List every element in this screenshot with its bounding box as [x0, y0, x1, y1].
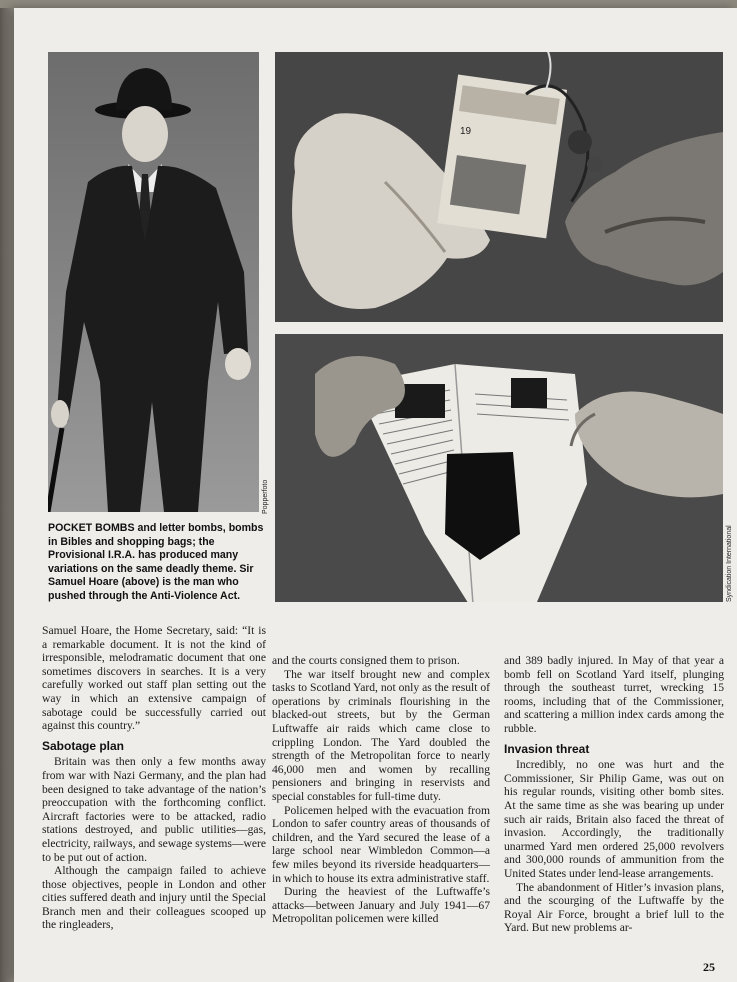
section-heading-sabotage: Sabotage plan [42, 738, 125, 753]
photo-credit-popperfoto: Popperfoto [262, 479, 269, 514]
paragraph: Incredibly, no one was hurt and the Commissioner, Sir Philip Game, was out on his regular rounds, visiting other bomb sites. At the same time as she was bearing up under such air raids, Britain also faced the threat of invasion. Accordingly, the traditionally unarmed Yard men ordered 25,000 revolvers and 300,000 rounds of ammunition from the United States under lend-lease arrangements. [504, 758, 724, 880]
magazine-page [14, 8, 737, 982]
paragraph: Policemen helped with the evacuation from London to safer country areas of thousands of children, and the Yard secured the lease of a large school near Wimbledon Common—a few miles beyond its riverside headquarters—in which to house its extra administrative staff. [272, 803, 490, 885]
bomb-label-number: 19 [460, 126, 472, 137]
article-column-3 [504, 654, 724, 935]
hoare-photo [48, 52, 259, 512]
paragraph: and 389 badly injured. In May of that year a bomb fell on Scotland Yard itself, plunging through the southeast turret, wrecking 15 rooms, including that of the Commissioner, and scattering a million index cards among the rubble. [504, 654, 724, 735]
paragraph: The war itself brought new and complex tasks to Scotland Yard, not only as the result of operations by criminals flourishing in the blacked-out streets, but by the German Luftwaffe air raids which came close to crippling London. The Yard doubled the strength of the Metropolitan force to nearly 46,000 men and women by recalling pensioners and bringing in reservists and special constables for full-time duty. [272, 667, 491, 803]
paragraph: and the courts consigned them to prison. [272, 654, 460, 667]
paragraph: During the heaviest of the Luftwaffe’s attacks—between January and July 1941—67 Metropolitan policemen were killed [272, 885, 490, 926]
intro-paragraph: Samuel Hoare, the Home Secretary, said: “It is a remarkable document. It is not the kind of irresponsible, melodramatic document that one sometimes discovers in searches. It is a very carefully worked out staff plan setting out the way in which an extensive campaign of sabotage could be successfully carried out against this country.” [42, 624, 266, 733]
paragraph: Although the campaign failed to achieve those objectives, people in London and other cities suffered death and injury until the Special Branch men and their colleagues scooped up the ringleaders, [42, 864, 266, 932]
pocket-bomb-photo [275, 52, 723, 322]
article-column-1 [42, 624, 266, 932]
page-number: 25 [703, 960, 715, 974]
paragraph: The abandonment of Hitler’s invasion plans, and the scourging of the Luftwaffe by the Royal Air Force, brought a brief lull to the Yard. But new problems ar- [504, 880, 724, 935]
photo-caption: POCKET BOMBS and letter bombs, bombs in Bibles and shopping bags; the Provisional I.R.A. has produced many variations on the same deadly theme. Sir Samuel Hoare (above) is the man who pushed through the Anti-Violence Act. [48, 522, 264, 602]
section-heading-invasion: Invasion threat [504, 741, 590, 756]
bible-bomb-photo [275, 334, 723, 602]
paragraph: Britain was then only a few months away from war with Nazi Germany, and the plan had been designed to take advantage of the nation’s preoccupation with the forthcoming conflict. Aircraft factories were to be attacked, radio stations destroyed, and public utilities—gas, electricity, railways, and sewage systems—were to be put out of action. [42, 755, 266, 864]
article-column-2 [272, 654, 490, 926]
photo-credit-syndication: Syndication International [726, 525, 733, 602]
